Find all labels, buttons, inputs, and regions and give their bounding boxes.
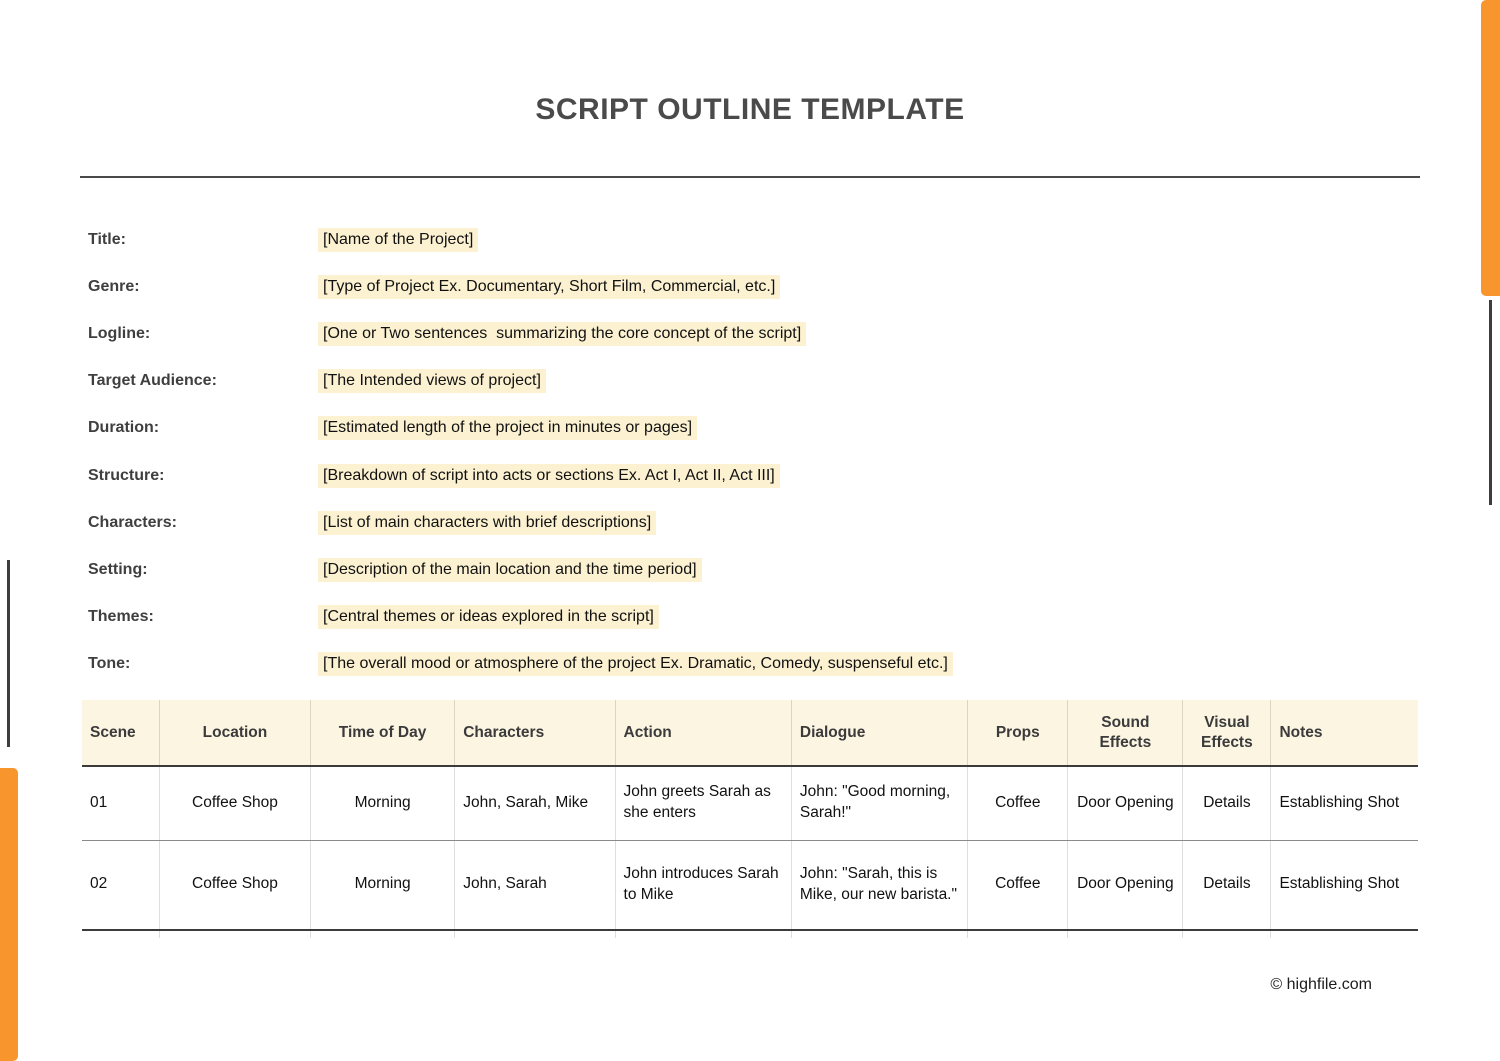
outline-fields [88, 216, 1418, 688]
column-header-visual-effects: Visual Effects [1183, 700, 1271, 766]
field-value-placeholder[interactable]: [The Intended views of project] [318, 369, 546, 393]
cell-characters[interactable]: John, Sarah, Mike [455, 766, 615, 840]
accent-line-left [7, 560, 10, 747]
field-logline [88, 310, 1418, 357]
field-tone [88, 641, 1418, 688]
accent-bar-top-right [1481, 0, 1500, 296]
cell-location[interactable]: Coffee Shop [159, 840, 310, 930]
cell-sound-effects[interactable]: Door Opening [1068, 840, 1183, 930]
cell-dialogue[interactable]: John: "Good morning, Sarah!" [791, 766, 967, 840]
field-label: Setting: [88, 560, 148, 578]
column-header-time-of-day: Time of Day [310, 700, 454, 766]
field-title [88, 216, 1418, 263]
footer-credit: © highfile.com [1270, 976, 1372, 993]
field-value-placeholder[interactable]: [Name of the Project] [318, 228, 478, 252]
cell-visual-effects[interactable]: Details [1183, 840, 1271, 930]
field-label: Genre: [88, 277, 140, 295]
field-value-placeholder[interactable]: [Estimated length of the project in minutes or pages] [318, 416, 697, 440]
cell-scene[interactable]: 02 [82, 840, 159, 930]
table-row [82, 766, 1418, 840]
field-label: Logline: [88, 324, 151, 342]
column-header-sound-effects: Sound Effects [1068, 700, 1183, 766]
table-header-row [82, 700, 1418, 766]
column-header-action: Action [615, 700, 791, 766]
field-themes [88, 594, 1418, 641]
cell-sound-effects[interactable]: Door Opening [1068, 766, 1183, 840]
column-header-characters: Characters [455, 700, 615, 766]
field-structure [88, 452, 1418, 499]
cell-dialogue[interactable]: John: "Sarah, this is Mike, our new barista." [791, 840, 967, 930]
field-value-placeholder[interactable]: [Description of the main location and the time period] [318, 558, 702, 582]
cell-characters[interactable]: John, Sarah [455, 840, 615, 930]
page-title: SCRIPT OUTLINE TEMPLATE [535, 93, 965, 126]
column-header-notes: Notes [1271, 700, 1418, 766]
cell-visual-effects[interactable]: Details [1183, 766, 1271, 840]
field-label: Title: [88, 230, 126, 248]
accent-line-right [1489, 300, 1492, 505]
cell-location[interactable]: Coffee Shop [159, 766, 310, 840]
title-divider [80, 176, 1420, 178]
field-label: Tone: [88, 655, 131, 673]
cell-props[interactable]: Coffee [968, 766, 1068, 840]
cell-time-of-day[interactable]: Morning [310, 766, 454, 840]
field-duration [88, 405, 1418, 452]
field-genre [88, 263, 1418, 310]
field-label: Target Audience: [88, 372, 217, 390]
field-label: Structure: [88, 466, 165, 484]
cell-time-of-day[interactable]: Morning [310, 840, 454, 930]
table-row [82, 840, 1418, 930]
column-header-location: Location [159, 700, 310, 766]
field-setting [88, 546, 1418, 593]
field-value-placeholder[interactable]: [One or Two sentences summarizing the core concept of the script] [318, 322, 806, 346]
field-value-placeholder[interactable]: [Central themes or ideas explored in the script] [318, 605, 659, 629]
cell-notes[interactable]: Establishing Shot [1271, 840, 1418, 930]
accent-bar-bottom-left [0, 768, 18, 1061]
scene-table [82, 700, 1418, 938]
table-row-empty [82, 930, 1418, 938]
column-header-dialogue: Dialogue [791, 700, 967, 766]
column-header-props: Props [968, 700, 1068, 766]
field-label: Themes: [88, 608, 154, 626]
field-label: Duration: [88, 419, 160, 437]
cell-scene[interactable]: 01 [82, 766, 159, 840]
field-value-placeholder[interactable]: [Breakdown of script into acts or sections Ex. Act I, Act II, Act III] [318, 464, 780, 488]
cell-action[interactable]: John greets Sarah as she enters [615, 766, 791, 840]
field-label: Characters: [88, 513, 177, 531]
field-target-audience [88, 358, 1418, 405]
field-value-placeholder[interactable]: [List of main characters with brief descriptions] [318, 511, 656, 535]
cell-notes[interactable]: Establishing Shot [1271, 766, 1418, 840]
field-value-placeholder[interactable]: [Type of Project Ex. Documentary, Short Film, Commercial, etc.] [318, 275, 780, 299]
field-characters [88, 499, 1418, 546]
field-value-placeholder[interactable]: [The overall mood or atmosphere of the project Ex. Dramatic, Comedy, suspenseful etc.] [318, 652, 953, 676]
cell-action[interactable]: John introduces Sarah to Mike [615, 840, 791, 930]
column-header-scene: Scene [82, 700, 159, 766]
cell-props[interactable]: Coffee [968, 840, 1068, 930]
